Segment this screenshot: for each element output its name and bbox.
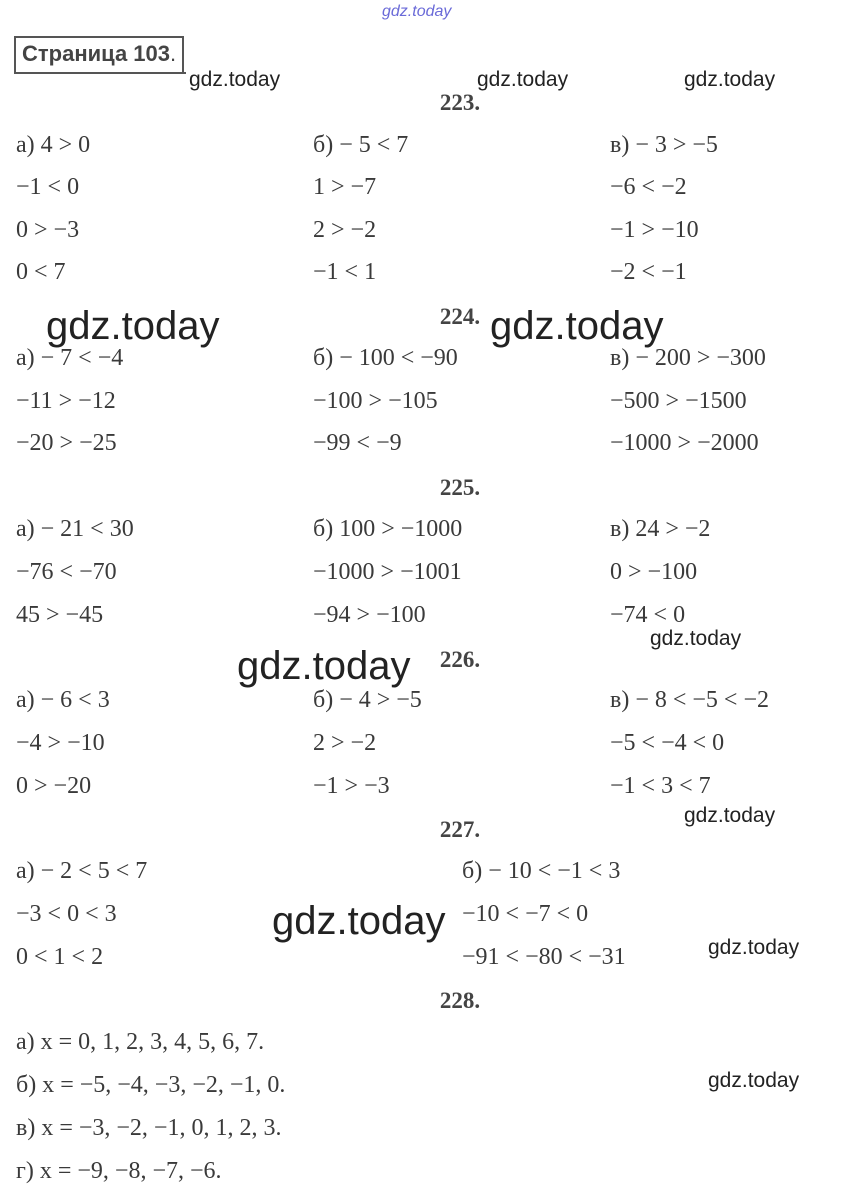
answer-line: 0 > −3 xyxy=(16,217,80,243)
answer-line: а) − 21 < 30 xyxy=(16,516,134,542)
answer-line: 0 > −20 xyxy=(16,773,92,799)
section-number-224: 224. xyxy=(439,304,481,329)
answer-line: −1 < 0 xyxy=(16,174,80,200)
watermark: gdz.today xyxy=(708,1069,800,1092)
answer-line: −1 > −3 xyxy=(313,773,390,799)
answer-line: 45 > −45 xyxy=(16,602,104,628)
answer-line: б) − 4 > −5 xyxy=(313,687,422,713)
watermark: gdz.today xyxy=(189,68,281,91)
answer-line: −11 > −12 xyxy=(16,388,116,414)
watermark: gdz.today xyxy=(650,627,742,650)
answer-line: −100 > −105 xyxy=(313,388,438,414)
answer-line: −1000 > −1001 xyxy=(313,559,462,585)
answer-line: −74 < 0 xyxy=(610,602,686,628)
answer-line: а) − 2 < 5 < 7 xyxy=(16,858,148,884)
answer-line: 0 > −100 xyxy=(610,559,698,585)
answer-line: б) 100 > −1000 xyxy=(313,516,463,542)
watermark: gdz.today xyxy=(684,804,776,827)
answer-line: а) − 6 < 3 xyxy=(16,687,110,713)
answer-line: б) x = −5, −4, −3, −2, −1, 0. xyxy=(16,1072,286,1098)
answer-line: −1 > −10 xyxy=(610,217,699,243)
section-number-228: 228. xyxy=(439,988,481,1013)
answer-line: б) − 10 < −1 < 3 xyxy=(462,858,621,884)
answer-line: г) x = −9, −8, −7, −6. xyxy=(16,1158,222,1184)
answer-line: −3 < 0 < 3 xyxy=(16,901,117,927)
watermark: gdz.today xyxy=(477,68,569,91)
answer-line: −5 < −4 < 0 xyxy=(610,730,725,756)
watermark: gdz.today xyxy=(46,304,220,348)
answer-line: б) − 5 < 7 xyxy=(313,132,409,158)
answer-line: в) − 3 > −5 xyxy=(610,132,718,158)
answer-line: б) − 100 < −90 xyxy=(313,345,458,371)
section-number-225: 225. xyxy=(439,475,481,500)
section-number-226: 226. xyxy=(439,647,481,672)
answer-line: в) x = −3, −2, −1, 0, 1, 2, 3. xyxy=(16,1115,282,1141)
answer-line: −10 < −7 < 0 xyxy=(462,901,589,927)
page-label-box xyxy=(14,36,184,72)
answer-line: а) 4 > 0 xyxy=(16,132,91,158)
answer-line: −1000 > −2000 xyxy=(610,430,759,456)
answer-line: 0 < 1 < 2 xyxy=(16,944,104,970)
answer-line: −6 < −2 xyxy=(610,174,687,200)
answer-line: −2 < −1 xyxy=(610,259,687,285)
answer-line: а) − 7 < −4 xyxy=(16,345,124,371)
watermark: gdz.today xyxy=(490,304,664,348)
watermark-top: gdz.today xyxy=(382,3,452,20)
page-label: Страница 103 xyxy=(22,41,170,66)
watermark: gdz.today xyxy=(708,936,800,959)
answer-line: −20 > −25 xyxy=(16,430,117,456)
watermark: gdz.today xyxy=(237,644,411,688)
answer-line: −99 < −9 xyxy=(313,430,402,456)
answer-line: −94 > −100 xyxy=(313,602,426,628)
answer-line: −91 < −80 < −31 xyxy=(462,944,626,970)
answer-line: −1 < 3 < 7 xyxy=(610,773,711,799)
page-label-underline xyxy=(14,72,186,74)
answer-line: −1 < 1 xyxy=(313,259,377,285)
page-label-dot: . xyxy=(170,41,177,66)
watermark: gdz.today xyxy=(272,899,446,943)
watermark: gdz.today xyxy=(684,68,776,91)
answer-line: −76 < −70 xyxy=(16,559,117,585)
answer-line: −500 > −1500 xyxy=(610,388,747,414)
section-number-227: 227. xyxy=(439,817,481,842)
answer-line: в) − 8 < −5 < −2 xyxy=(610,687,769,713)
section-number-223: 223. xyxy=(439,90,481,115)
answer-line: 2 > −2 xyxy=(313,217,377,243)
answer-line: в) 24 > −2 xyxy=(610,516,711,542)
answer-line: 0 < 7 xyxy=(16,259,66,285)
answer-line: в) − 200 > −300 xyxy=(610,345,766,371)
answer-line: 2 > −2 xyxy=(313,730,377,756)
answer-line: а) x = 0, 1, 2, 3, 4, 5, 6, 7. xyxy=(16,1029,265,1055)
answer-line: 1 > −7 xyxy=(313,174,377,200)
answer-line: −4 > −10 xyxy=(16,730,105,756)
